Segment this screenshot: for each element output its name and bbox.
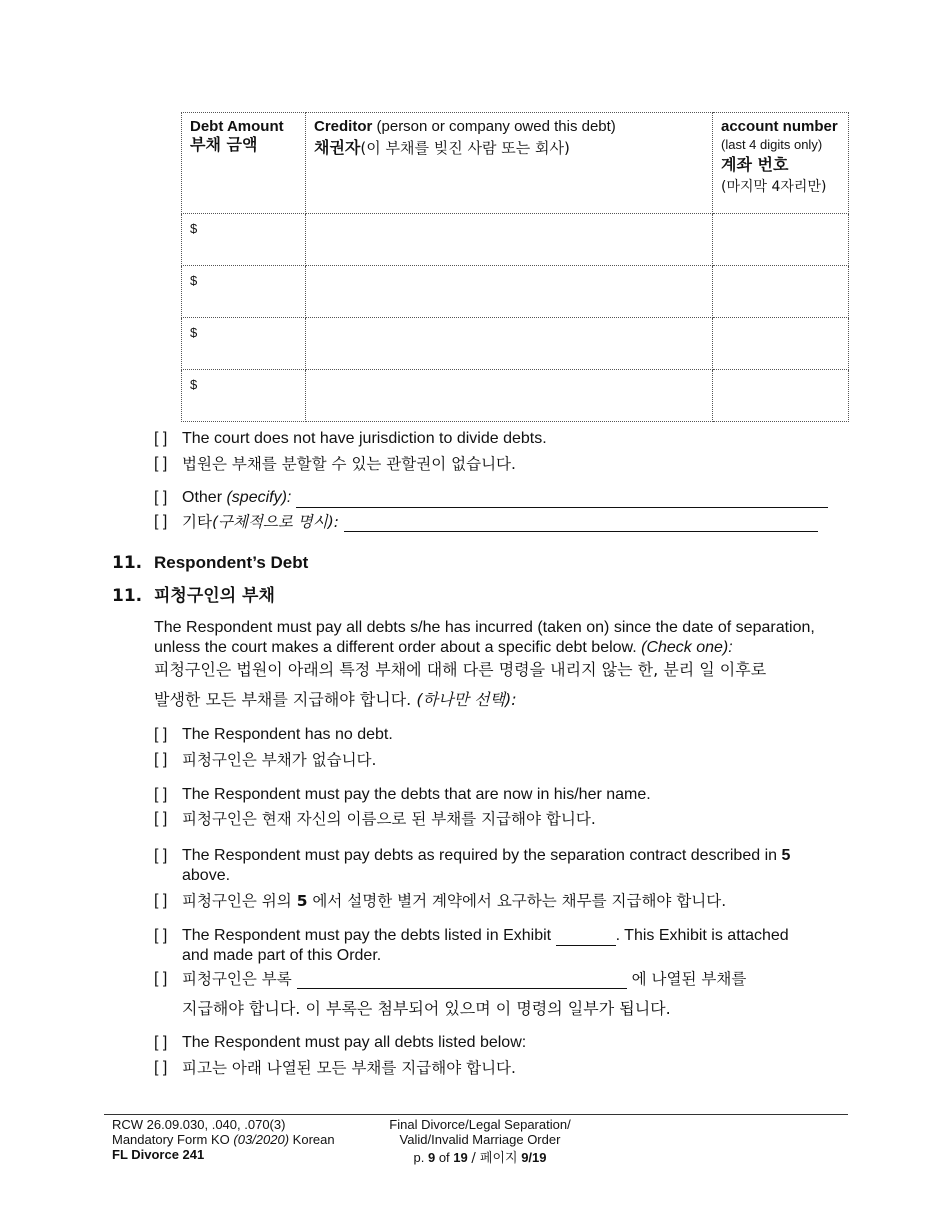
- debt-table-row: [182, 214, 849, 266]
- page-ko-value: 9/19: [521, 1150, 547, 1165]
- option-label: 피청구인은 위의: [182, 892, 292, 910]
- intro-instruction: (Check one):: [641, 639, 733, 656]
- option-label: The Respondent must pay debts as required by the separation contract described in: [182, 847, 778, 864]
- option-label: 기타: [182, 513, 212, 531]
- option-label-italic: (specify):: [226, 489, 292, 506]
- section-title: Respondent’s Debt: [154, 553, 309, 572]
- option-label: The Respondent must pay the debts that are now in his/her name.: [182, 786, 651, 803]
- creditor-header-ko: 채권자: [314, 138, 361, 157]
- checkbox[interactable]: [ ]: [154, 970, 168, 987]
- option-label-italic: (구체적으로 명시):: [211, 513, 340, 531]
- checkbox[interactable]: [ ]: [154, 513, 168, 530]
- checkbox[interactable]: [ ]: [154, 430, 168, 447]
- footer-rcw: RCW 26.09.030, .040, .070(3): [112, 1117, 286, 1132]
- creditor-cell[interactable]: [306, 318, 713, 370]
- option-label: 법원은 부채를 분할할 수 있는 관할권이 없습니다.: [182, 455, 516, 473]
- footer-form-label: Mandatory Form KO: [112, 1132, 230, 1147]
- footer-form-language: Korean: [292, 1132, 335, 1147]
- exhibit-blank[interactable]: [556, 929, 616, 946]
- intro-text: [154, 618, 815, 658]
- option-label: 피청구인은 부채가 없습니다.: [182, 751, 377, 769]
- exhibit-option-ko-line-2: 지급해야 합니다. 이 부록은 첨부되어 있으며 이 명령의 일부가 됩니다.: [182, 999, 671, 1018]
- footer-form-date: (03/2020): [233, 1132, 290, 1147]
- debt-amount-cell[interactable]: [182, 370, 306, 422]
- footer-title-line: Valid/Invalid Marriage Order: [399, 1132, 561, 1147]
- account-number-header-ko-note: (마지막 4자리만): [721, 179, 827, 195]
- option-label: The court does not have jurisdiction to divide debts.: [182, 430, 547, 447]
- footer-form-id: FL Divorce 241: [112, 1147, 205, 1162]
- section-reference: 5: [296, 892, 308, 910]
- dollar-sign: $: [190, 325, 198, 340]
- creditor-cell[interactable]: [306, 214, 713, 266]
- intro-text-ko-2: [154, 690, 517, 710]
- account-number-cell[interactable]: [713, 214, 849, 266]
- creditor-cell[interactable]: [306, 266, 713, 318]
- other-specify-line[interactable]: [296, 491, 828, 508]
- option-label-continued: 에서 설명한 별거 계약에서 요구하는 채무를 지급해야 합니다.: [312, 892, 727, 910]
- intro-line: unless the court makes a different order about a specific debt below.: [154, 639, 637, 656]
- checkbox[interactable]: [ ]: [154, 489, 168, 506]
- section-title: 피청구인의 부채: [154, 586, 275, 606]
- section-number: 11.: [112, 586, 143, 606]
- account-number-header-en: account number: [721, 118, 838, 135]
- checkbox[interactable]: [ ]: [154, 810, 168, 827]
- page-ko-label: / 페이지: [471, 1151, 518, 1166]
- debt-amount-header-en: Debt Amount: [190, 118, 284, 135]
- option-label: 피고는 아래 나열된 모든 부채를 지급해야 합니다.: [182, 1059, 516, 1077]
- account-number-header-note: (last 4 digits only): [721, 137, 823, 152]
- intro-line: 발생한 모든 부채를 지급해야 합니다.: [154, 690, 412, 709]
- account-number-header-ko: 계좌 번호: [721, 155, 789, 174]
- page-prefix: p.: [413, 1150, 425, 1165]
- dollar-sign: $: [190, 377, 198, 392]
- checkbox[interactable]: [ ]: [154, 751, 168, 768]
- intro-line: The Respondent must pay all debts s/he has incurred (taken on) since the date of separation,: [154, 619, 815, 636]
- other-specify-line-ko[interactable]: [344, 515, 818, 532]
- debt-amount-header-ko: 부채 금액: [190, 135, 258, 154]
- section-11-heading-ko: [112, 581, 275, 606]
- footer-divider: [104, 1114, 848, 1115]
- checkbox[interactable]: [ ]: [154, 726, 168, 743]
- option-label: 피청구인은 현재 자신의 이름으로 된 부채를 지급해야 합니다.: [182, 810, 596, 828]
- option-label-continued: above.: [182, 867, 231, 884]
- debt-amount-header: [182, 113, 306, 214]
- debt-amount-cell[interactable]: [182, 266, 306, 318]
- creditor-header-en: Creditor: [314, 118, 373, 135]
- section-reference: 5: [781, 847, 791, 864]
- debt-table-row: [182, 370, 849, 422]
- section-number: 11.: [112, 553, 143, 573]
- debt-table-row: [182, 318, 849, 370]
- checkbox[interactable]: [ ]: [154, 927, 168, 944]
- exhibit-blank-ko[interactable]: [297, 972, 627, 989]
- account-number-cell[interactable]: [713, 370, 849, 422]
- account-number-cell[interactable]: [713, 318, 849, 370]
- footer-left: [112, 1117, 335, 1162]
- intro-text-ko: [154, 660, 766, 680]
- footer-center: [360, 1117, 600, 1166]
- section-11-heading: [112, 553, 308, 573]
- dollar-sign: $: [190, 221, 198, 236]
- debt-table-row: [182, 266, 849, 318]
- checkbox[interactable]: [ ]: [154, 1034, 168, 1051]
- page-number: [360, 1150, 600, 1166]
- option-label: The Respondent must pay all debts listed below:: [182, 1034, 527, 1051]
- creditor-header: [306, 113, 713, 214]
- checkbox[interactable]: [ ]: [154, 892, 168, 909]
- debt-table: [181, 112, 849, 422]
- option-label: 피청구인은 부록: [182, 970, 292, 988]
- checkbox[interactable]: [ ]: [154, 786, 168, 803]
- option-label: The Respondent has no debt.: [182, 726, 393, 743]
- option-label: Other: [182, 489, 223, 506]
- creditor-header-en-note: (person or company owed this debt): [372, 118, 616, 135]
- option-label-continued: 에 나열된 부채를: [631, 970, 747, 988]
- account-number-cell[interactable]: [713, 266, 849, 318]
- option-label: The Respondent must pay the debts listed in Exhibit: [182, 927, 552, 944]
- page-of: of: [438, 1150, 450, 1165]
- option-label-continued: and made part of this Order.: [182, 947, 382, 964]
- account-number-header: [713, 113, 849, 214]
- option-label-continued: . This Exhibit is attached: [615, 927, 789, 944]
- checkbox[interactable]: [ ]: [154, 455, 168, 472]
- intro-instruction: (하나만 선택):: [416, 690, 517, 709]
- page-total: 19: [453, 1150, 468, 1165]
- debt-amount-cell[interactable]: [182, 214, 306, 266]
- intro-line: 피청구인은 법원이 아래의 특정 부채에 대해 다른 명령을 내리지 않는 한, 분리 일 이후로: [154, 660, 767, 679]
- dollar-sign: $: [190, 273, 198, 288]
- footer-title-line: Final Divorce/Legal Separation/: [389, 1117, 571, 1132]
- page-current: 9: [427, 1150, 436, 1165]
- creditor-cell[interactable]: [306, 370, 713, 422]
- debt-table-header-row: [182, 113, 849, 214]
- debt-amount-cell[interactable]: [182, 318, 306, 370]
- creditor-header-ko-note: (이 부채를 빚진 사람 또는 회사): [360, 139, 570, 157]
- checkbox[interactable]: [ ]: [154, 847, 168, 864]
- checkbox[interactable]: [ ]: [154, 1059, 168, 1076]
